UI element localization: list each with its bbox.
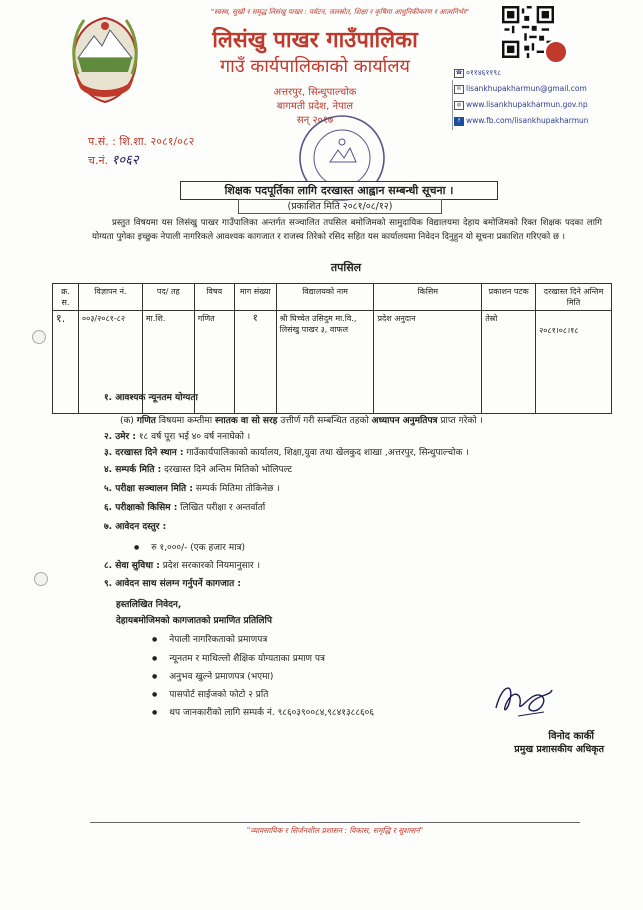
- facebook-icon: f: [454, 117, 464, 126]
- s8-label: ८. सेवा सुविधा :: [104, 561, 160, 571]
- cell-sn: १.: [53, 311, 79, 414]
- signature-icon: [488, 678, 558, 720]
- section-1-title: १. आवश्यक न्यूनतम योग्यता: [104, 393, 198, 403]
- cell-type: प्रदेश अनुदान: [374, 311, 482, 414]
- municipality-title: लिसंखु पाखर गाउँपालिका: [212, 28, 418, 53]
- address-line-2: बागमती प्रदेश, नेपाल: [276, 101, 354, 112]
- footer-divider: [90, 822, 580, 823]
- qr-emblem-badge: [544, 40, 568, 64]
- cell-subject: गणित: [194, 311, 234, 414]
- section-2: [104, 432, 250, 443]
- contact-facebook-text[interactable]: www.fb.com/lisankhupakharmun: [466, 116, 589, 125]
- th-school: विद्यालयको नाम: [276, 284, 374, 311]
- cn-label: च.नं.: [88, 154, 109, 167]
- s1a-prefix: (क): [120, 416, 134, 426]
- th-ad-no: विज्ञापन नं.: [78, 284, 142, 311]
- header-motto: "स्वस्थ, सुखी र समृद्ध लिसंखु पाखर : पर्यटन, जलस्रोत, शिक्षा र कृषिमा आधुनिकीकरण र आत्मनिर्भर": [210, 8, 470, 16]
- address-line-3: सन् २०१७: [296, 115, 334, 126]
- intro-paragraph: प्रस्तुत विषयमा यस लिसंखु पाखर गाउँपालिका अन्तर्गत सञ्चालित तपसिल बमोजिमको सामुदायिक विद्यालयमा देहाय बमोजिमको रिक्त शिक्षक पदका लागि योग्यता पुगेका इच्छुक नेपाली नागरिकले आवश्यक कागजात र राजस्व तिरेको रसिद सहित यस कार्यालयमा निवेदन दिनुहुन यो सूचना प्रकाशित गरिएको छ ।: [92, 218, 602, 242]
- phone-icon: ☎: [455, 69, 463, 76]
- list-item: ● पासपोर्ट साईजको फोटो २ प्रति: [152, 689, 268, 701]
- list-item: ● थप जानकारीको लागि सम्पर्क नं. ९८६०३९००८४,९८४१३८८६०६: [152, 707, 374, 719]
- section-1-a: [120, 416, 600, 427]
- cell-ad-no: ००३/२०८१-८२: [78, 311, 142, 414]
- signatory-role: प्रमुख प्रशासकीय अधिकृत: [514, 744, 604, 755]
- section-9-sub1: हस्तलिखित निवेदन,: [116, 600, 182, 610]
- contact-phone-text: ०११४६११९८: [466, 68, 502, 77]
- cell-school: श्री घिच्चेत उसिदुम मा.वि., लिसंखु पाखर ३, वाफल: [276, 311, 374, 414]
- s4-label: ४. सम्पर्क मिति :: [104, 465, 162, 475]
- s4-value: दरखास्त दिने अन्तिम मितिको भोलिपल्ट: [164, 465, 293, 475]
- contact-facebook[interactable]: [454, 116, 589, 126]
- table-header-row: [53, 284, 612, 311]
- section-5: [104, 484, 280, 495]
- reference-ps: [88, 134, 194, 149]
- s2-label: २. उमेर :: [104, 432, 136, 442]
- s5-value: सम्पर्क मितिमा तोकिनेछ ।: [195, 484, 280, 494]
- s3-label: ३. दरखास्त दिने स्थान :: [104, 448, 184, 458]
- list-item: ● नेपाली नागरिकताको प्रमाणपत्र: [152, 634, 267, 646]
- section-8: [104, 561, 260, 572]
- s6-label: ६. परीक्षाको किसिम :: [104, 503, 178, 513]
- s1a-mid2: उत्तीर्ण गरी सम्बन्धित तहको: [280, 416, 369, 426]
- th-publication: प्रकाशन पटक: [482, 284, 536, 311]
- list-item: ● अनुभव खुल्ने प्रमाणपत्र (भएमा): [152, 671, 273, 683]
- th-deadline: दरखास्त दिने अन्तिम मिति: [536, 284, 612, 311]
- section-9: ९. आवेदन साथ संलग्न गर्नुपर्ने कागजात :: [104, 579, 241, 589]
- notice-title: शिक्षक पदपूर्तिका लागि दरखास्त आह्वान सम्बन्धी सूचना ।: [180, 181, 498, 200]
- address-line-1: अत्तरपुर, सिन्धुपाल्चोक: [273, 87, 357, 98]
- th-post: पद/ तह: [142, 284, 194, 311]
- s8-value: प्रदेश सरकारको नियमानुसार ।: [162, 561, 260, 571]
- s1a-subject: गणित: [136, 416, 156, 426]
- s1a-degree: स्नातक वा सो सरह: [214, 416, 278, 426]
- cn-value: १०६२: [111, 153, 139, 168]
- cell-post: मा.शि.: [142, 311, 194, 414]
- section-4: [104, 465, 292, 476]
- email-icon: ✉: [454, 85, 464, 94]
- schedule-heading: तपसिल: [330, 261, 362, 274]
- s1a-license: अध्यापन अनुमतिपत्र: [371, 416, 438, 426]
- contact-website-text[interactable]: www.lisankhupakharmun.gov.np: [466, 100, 588, 109]
- contact-email-text[interactable]: lisankhupakharmun@gmail.com: [466, 84, 587, 93]
- s6-value: लिखित परीक्षा र अन्तर्वार्ता: [180, 503, 266, 513]
- ps-label: प.सं. :: [88, 135, 116, 148]
- s1a-mid: विषयमा कम्तीमा: [158, 416, 213, 426]
- globe-icon: ◍: [454, 101, 464, 110]
- s3-value: गाउँकार्यपालिकाको कार्यालय, शिक्षा,युवा तथा खेलकुद शाखा ,अत्तरपुर, सिन्धुपाल्चोक ।: [186, 448, 469, 458]
- section-7: ७. आवेदन दस्तुर :: [104, 522, 167, 532]
- s5-label: ५. परीक्षा सञ्चालन मिति :: [104, 484, 193, 494]
- nepal-emblem-icon: [64, 14, 146, 106]
- punch-hole: [32, 330, 46, 344]
- section-3: [104, 448, 604, 459]
- s2-value: १८ वर्ष पूरा भई ४० वर्ष ननाघेको ।: [138, 432, 251, 442]
- reference-cn: [88, 150, 139, 168]
- th-demand: माग संख्या: [234, 284, 276, 311]
- s1a-end: प्राप्त गरेको ।: [440, 416, 483, 426]
- cell-publication: तेस्रो: [482, 311, 536, 414]
- cell-deadline: २०८१।०८।१८: [536, 311, 612, 414]
- th-subject: विषय: [194, 284, 234, 311]
- contact-phone: [454, 68, 501, 78]
- signatory-name: विनोद कार्की: [548, 731, 594, 742]
- th-type: किसिम: [374, 284, 482, 311]
- contact-email[interactable]: [454, 84, 587, 94]
- punch-hole: [34, 572, 48, 586]
- contact-website[interactable]: [454, 100, 588, 110]
- published-date: (प्रकाशित मिति २०८१/०८/१२): [238, 199, 442, 214]
- list-item: ● न्यूनतम र माथिल्लो शैक्षिक योग्यताका प्रमाण पत्र: [152, 653, 325, 665]
- footer-slogan: "व्यावसायिक र सिर्जनशील प्रशासन : विकास, समृद्धि र सुशासन": [246, 826, 424, 835]
- section-7-fee: ● रु १,०००/- (एक हजार मात्र): [134, 542, 245, 554]
- office-subtitle: गाउँ कार्यपालिकाको कार्यालय: [220, 56, 410, 77]
- th-sn: क्र. स.: [53, 284, 79, 311]
- section-6: [104, 503, 265, 514]
- ps-value: शि.शा. २०८१/०८२: [119, 135, 195, 148]
- cell-demand: १: [234, 311, 276, 414]
- section-9-sub2: देहायबमोजिमको कागजातको प्रमाणित प्रतिलिपि: [116, 616, 272, 626]
